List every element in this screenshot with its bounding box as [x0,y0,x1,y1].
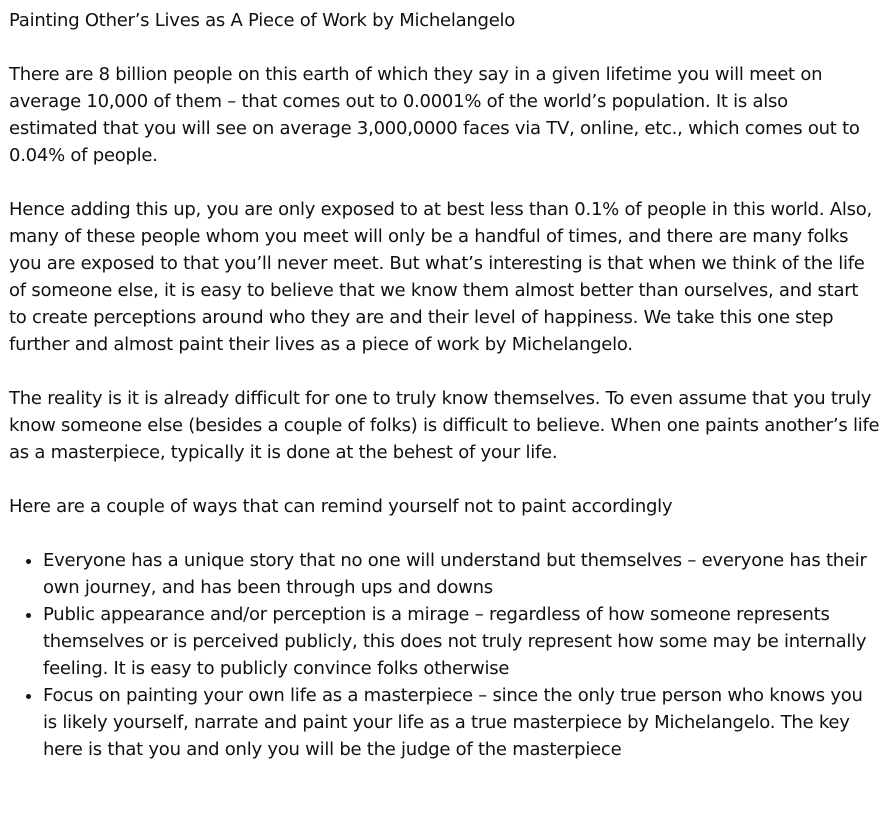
paragraph-2: Hence adding this up, you are only exposed to at best less than 0.1% of people in this world. Also, many of these people whom you meet will only be a handful of times, and there are many folks you are exposed to that you’ll never meet. But what’s interesting is that when we think of the life of someone else, it is easy to believe that we know them almost better than ourselves, and start to create perceptions around who they are and their level of happiness. We take this one step further and almost paint their lives as a piece of work by Michelangelo. [9,199,872,355]
paragraph-4: Here are a couple of ways that can remind yourself not to paint accordingly [9,496,673,517]
bullet-item-3: • Focus on painting your own life as a masterpiece – since the only true person who knows you is likely yourself, narrate and paint your life as a true masterpiece by Michelangelo. The key here is that you and only you will be the judge of the masterpiece [43,682,881,763]
paragraph-3: The reality is it is already difficult for one to truly know themselves. To even assume that you truly know someone else (besides a couple of folks) is difficult to believe. When one paints another’s life as a masterpiece, typically it is done at the behest of your life. [9,388,880,463]
bullet-item-1: • Everyone has a unique story that no one will understand but themselves – everyone has their own journey, and has been through ups and downs [43,547,881,601]
bullet-list [9,547,881,763]
document-title: Painting Other’s Lives as A Piece of Work by Michelangelo [9,10,516,31]
document-body [9,7,881,763]
paragraph-1: There are 8 billion people on this earth of which they say in a given lifetime you will meet on average 10,000 of them – that comes out to 0.0001% of the world’s population. It is also estimated that you will see on average 3,000,0000 faces via TV, online, etc., which comes out to 0.04% of people. [9,64,860,166]
bullet-item-2: • Public appearance and/or perception is a mirage – regardless of how someone represents themselves or is perceived publicly, this does not truly represent how some may be internally feeling. It is easy to publicly convince folks otherwise [43,601,881,682]
